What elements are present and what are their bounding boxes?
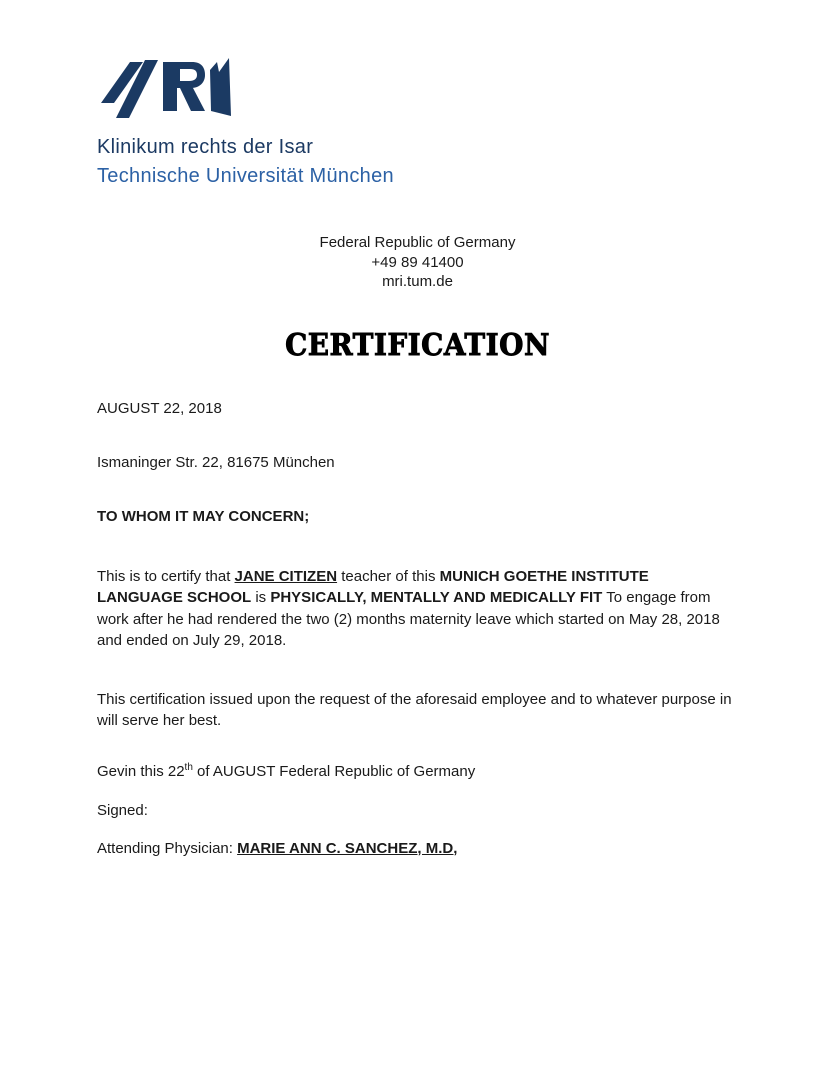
physician-label: Attending Physician: xyxy=(97,839,238,857)
certification-paragraph xyxy=(97,566,738,652)
org-name-line2: Technische Universität München xyxy=(97,165,394,187)
contact-block xyxy=(97,233,738,292)
org-name-line1: Klinikum rechts der Isar xyxy=(97,136,314,158)
logo-r-stem xyxy=(163,62,177,111)
date-line: AUGUST 22, 2018 xyxy=(97,399,222,417)
signed-label: Signed: xyxy=(97,801,148,819)
p1-text-3: is xyxy=(251,589,271,606)
school-name: MUNICH GOETHE INSTITUTE LANGUAGE SCHOOL xyxy=(97,567,649,606)
contact-website: mri.tum.de xyxy=(382,273,453,290)
logo-r-leg xyxy=(180,88,205,111)
address-line: Ismaninger Str. 22, 81675 München xyxy=(97,453,335,471)
logo-r-bowl-counter xyxy=(180,69,197,81)
document-title: CERTIFICATION xyxy=(285,327,550,363)
given-line xyxy=(97,762,738,781)
purpose-paragraph: This certification issued upon the request of the aforesaid employee and to whatever purpose in will serve her best. xyxy=(97,690,732,729)
given-ordinal-suffix: th xyxy=(184,761,193,773)
given-text-1: Gevin this 22 xyxy=(97,762,185,780)
mri-logo-icon xyxy=(100,55,232,121)
physician-line xyxy=(97,839,738,858)
logo-i xyxy=(210,58,231,116)
contact-country: Federal Republic of Germany xyxy=(319,234,516,251)
fitness-statement: PHYSICALLY, MENTALLY AND MEDICALLY FIT xyxy=(270,589,603,606)
p1-text-2: teacher of this xyxy=(337,567,440,585)
p1-text-1: This is to certify that xyxy=(97,567,235,585)
salutation: TO WHOM IT MAY CONCERN; xyxy=(97,507,310,525)
contact-phone: +49 89 41400 xyxy=(371,253,464,271)
employee-name: JANE CITIZEN xyxy=(234,567,338,585)
physician-name: MARIE ANN C. SANCHEZ, M.D, xyxy=(237,839,458,857)
letterhead xyxy=(97,0,738,191)
p1-text-4: To engage from work after he had rendered the two (2) months maternity leave which started on May 28, 2018 and ended on July 29, 2018. xyxy=(97,589,720,649)
given-text-2: of AUGUST Federal Republic of Germany xyxy=(192,762,476,780)
